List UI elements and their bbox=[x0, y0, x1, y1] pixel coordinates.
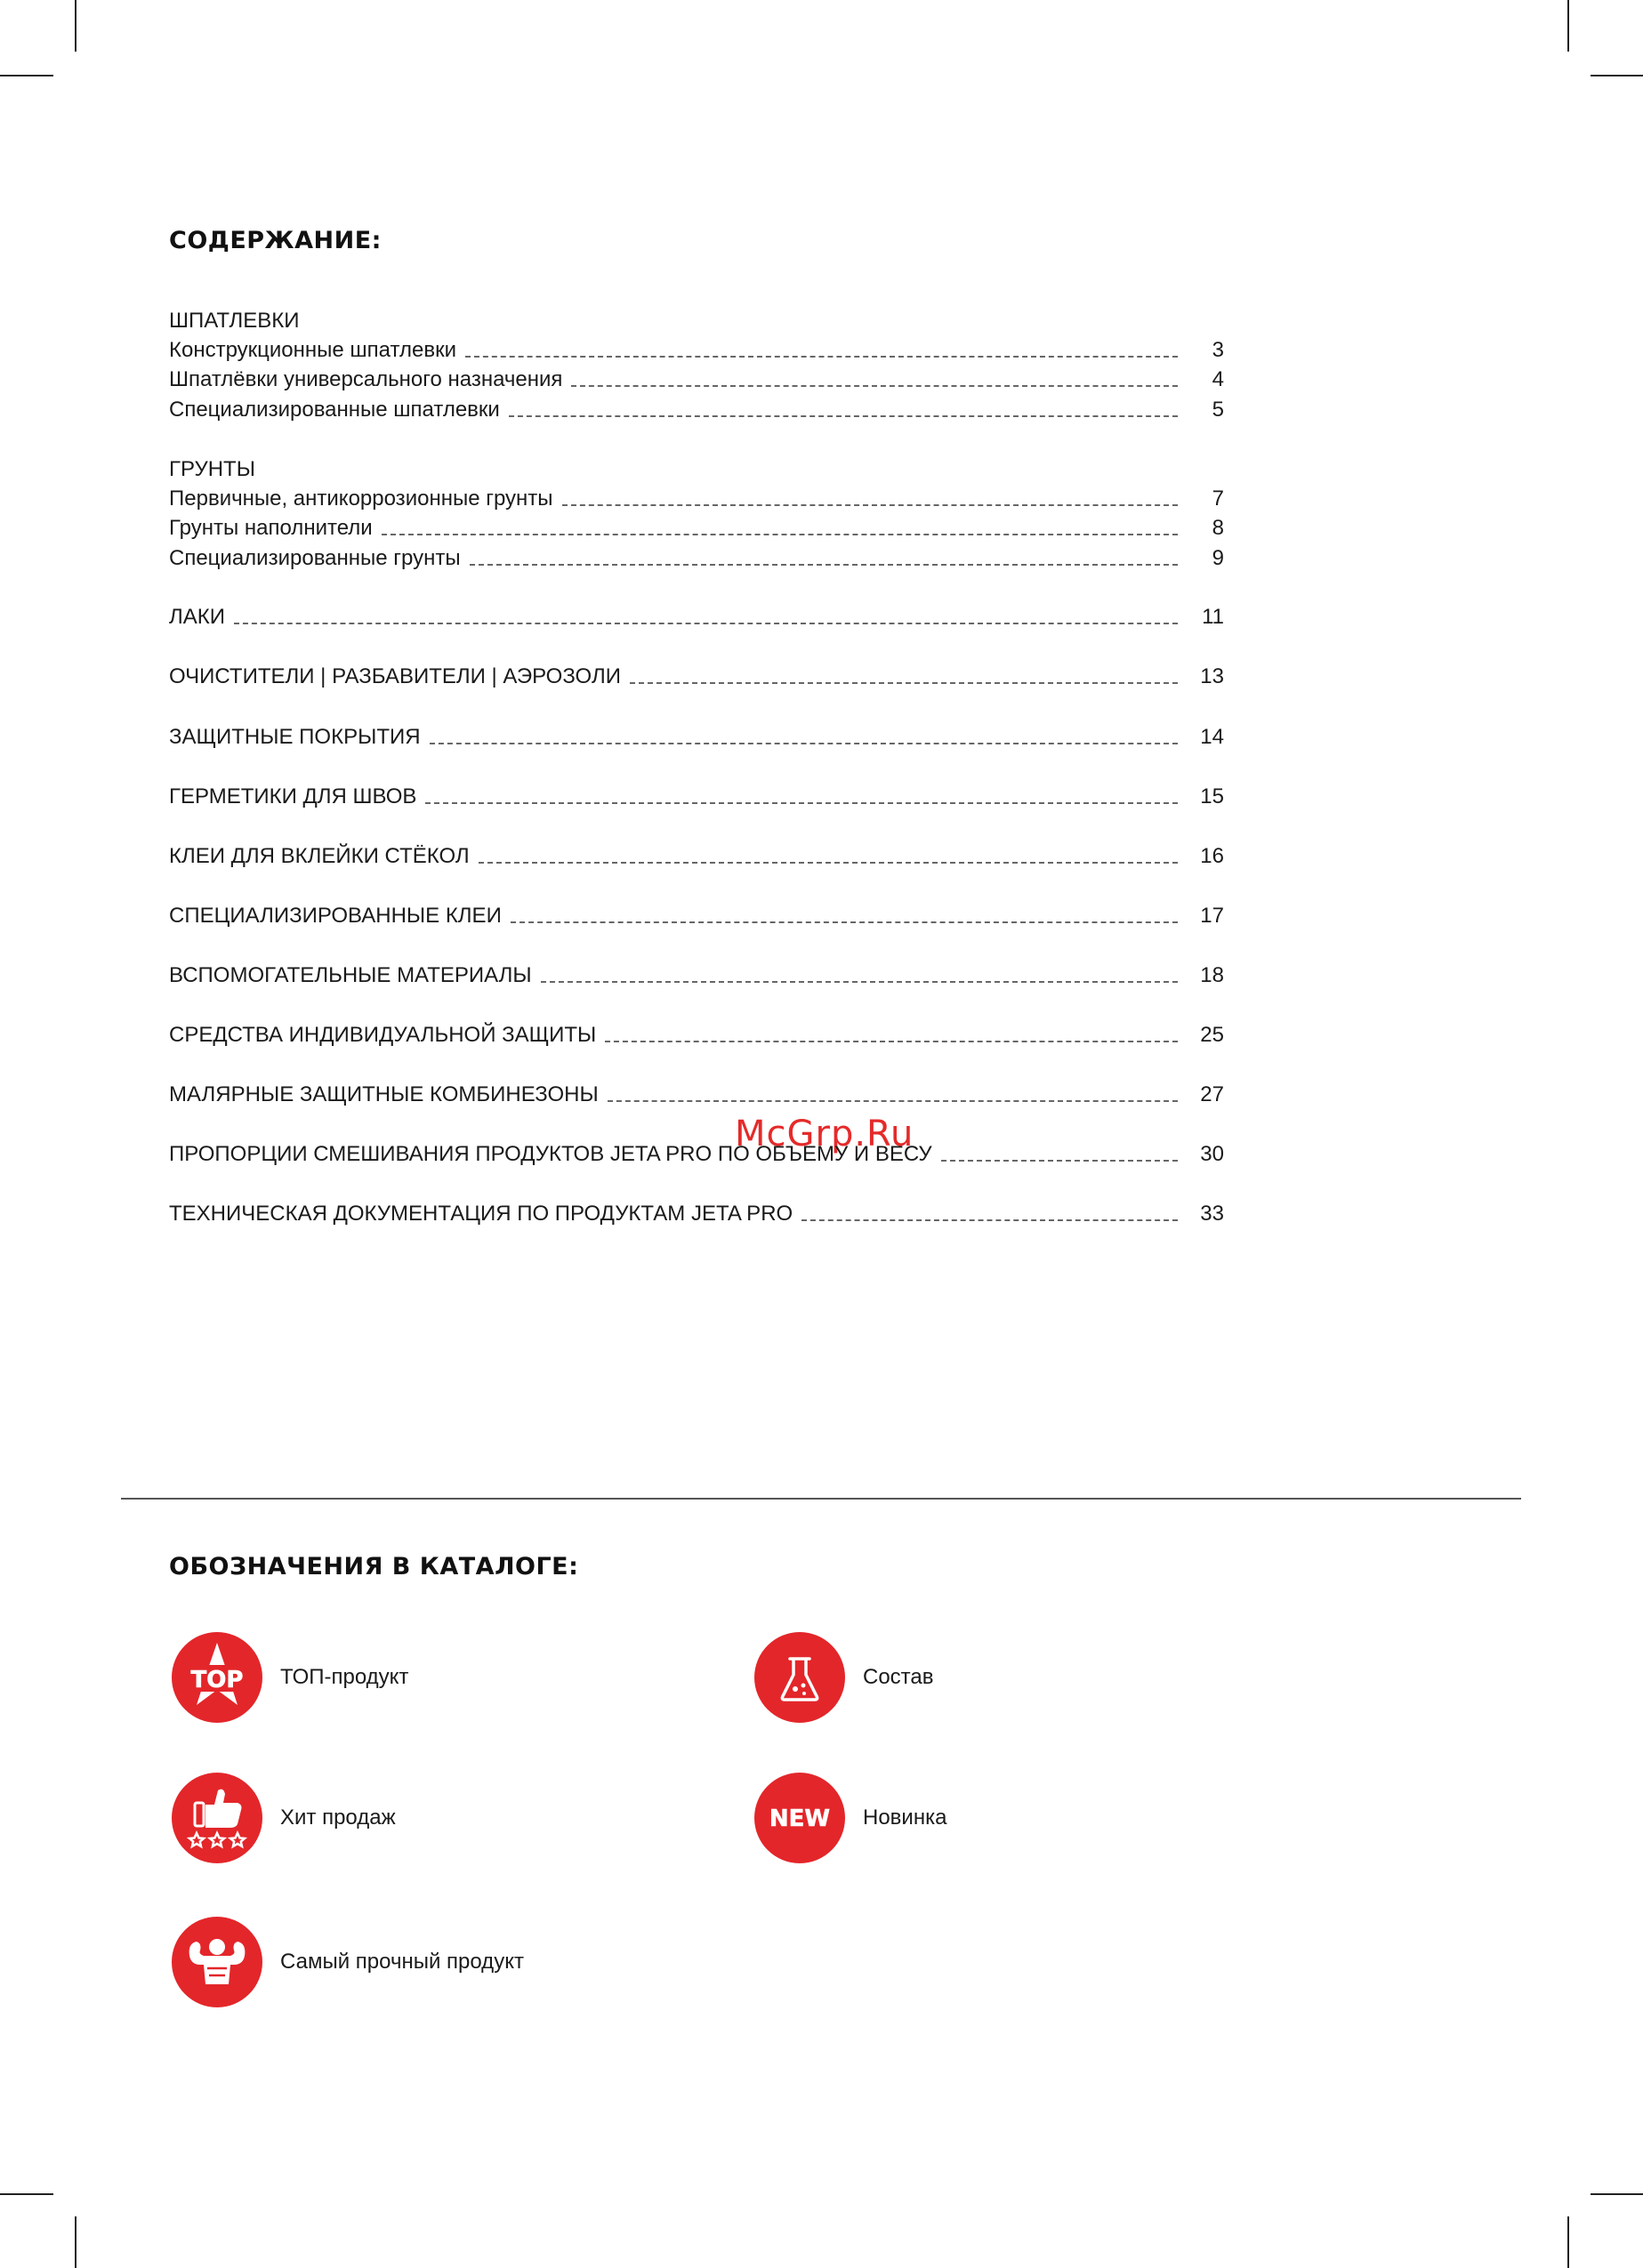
toc-leader-dashes bbox=[425, 802, 1178, 804]
legend-label-new: Новинка bbox=[863, 1806, 947, 1830]
toc-page-number: 15 bbox=[1200, 784, 1224, 808]
top-badge-text: TOP bbox=[190, 1667, 244, 1693]
legend-item-strong bbox=[172, 1917, 524, 2007]
toc-page-number: 17 bbox=[1200, 903, 1224, 928]
toc-entry-label: СРЕДСТВА ИНДИВИДУАЛЬНОЙ ЗАЩИТЫ bbox=[169, 1023, 597, 1048]
toc-entry-label: ГЕРМЕТИКИ ДЛЯ ШВОВ bbox=[169, 784, 417, 808]
toc-section-entry[interactable] bbox=[169, 663, 1224, 693]
new-badge-icon bbox=[754, 1773, 845, 1863]
legend-item-hit bbox=[172, 1773, 396, 1863]
toc-entry-label: КЛЕИ ДЛЯ ВКЛЕЙКИ СТЁКОЛ bbox=[169, 843, 470, 868]
toc-entry-label: Шпатлёвки универсального назначения bbox=[169, 367, 563, 392]
toc-section-entry[interactable] bbox=[169, 722, 1224, 752]
toc-page-number: 14 bbox=[1200, 724, 1224, 749]
legend-label-composition: Состав bbox=[863, 1665, 934, 1689]
legend-label-hit: Хит продаж bbox=[280, 1806, 396, 1830]
crop-mark-bottom-right-v bbox=[1567, 2216, 1569, 2268]
toc-entry-label: ПРОПОРЦИИ СМЕШИВАНИЯ ПРОДУКТОВ JETA PRO ПО ОБЪЕМУ И ВЕСУ bbox=[169, 1142, 932, 1167]
toc-leader-dashes bbox=[801, 1219, 1178, 1221]
toc-page-number: 27 bbox=[1200, 1082, 1224, 1107]
legend-label-strong: Самый прочный продукт bbox=[280, 1950, 524, 1974]
toc-leader-dashes bbox=[562, 504, 1178, 506]
toc-entry-label: СПЕЦИАЛИЗИРОВАННЫЕ КЛЕИ bbox=[169, 903, 502, 928]
toc-leader-dashes bbox=[465, 356, 1178, 358]
toc-leader-dashes bbox=[511, 921, 1178, 923]
toc-entry-label: Грунты наполнители bbox=[169, 516, 373, 541]
toc-section-entry[interactable] bbox=[169, 1080, 1224, 1110]
toc-page-number: 7 bbox=[1212, 486, 1224, 511]
toc-entry[interactable] bbox=[169, 366, 1224, 396]
toc-entry[interactable] bbox=[169, 484, 1224, 514]
toc-page-number: 13 bbox=[1200, 664, 1224, 689]
toc-page-number: 9 bbox=[1212, 545, 1224, 570]
toc-page-number: 16 bbox=[1200, 843, 1224, 868]
toc-entry[interactable] bbox=[169, 543, 1224, 574]
toc-page-number: 5 bbox=[1212, 397, 1224, 422]
toc-leader-dashes bbox=[571, 385, 1178, 387]
legend-heading: ОБОЗНАЧЕНИЯ В КАТАЛОГЕ: bbox=[169, 1553, 579, 1580]
watermark: McGrp.Ru bbox=[735, 1114, 914, 1154]
toc-leader-dashes bbox=[479, 862, 1178, 864]
toc-entry-label: Конструкционные шпатлевки bbox=[169, 337, 456, 362]
toc-leader-dashes bbox=[608, 1100, 1178, 1102]
crop-mark-bottom-left-v bbox=[75, 2216, 77, 2268]
toc-page-number: 11 bbox=[1202, 605, 1224, 630]
toc-entry-label: МАЛЯРНЫЕ ЗАЩИТНЫЕ КОМБИНЕЗОНЫ bbox=[169, 1082, 599, 1107]
toc-section-entry[interactable] bbox=[169, 603, 1224, 633]
toc-leader-dashes bbox=[541, 981, 1178, 983]
table-of-contents bbox=[169, 306, 1224, 1259]
toc-entry-label: ТЕХНИЧЕСКАЯ ДОКУМЕНТАЦИЯ ПО ПРОДУКТАМ JETA PRO bbox=[169, 1202, 793, 1226]
toc-group bbox=[169, 306, 1224, 425]
toc-leader-dashes bbox=[630, 682, 1178, 684]
toc-page-number: 30 bbox=[1200, 1142, 1224, 1167]
toc-group-title: ШПАТЛЕВКИ bbox=[169, 309, 300, 333]
thumbs-up-stars-icon bbox=[172, 1773, 262, 1863]
toc-entry-label: Специализированные грунты bbox=[169, 545, 461, 570]
toc-leader-dashes bbox=[430, 743, 1178, 744]
toc-entry-label: ВСПОМОГАТЕЛЬНЫЕ МАТЕРИАЛЫ bbox=[169, 962, 532, 987]
toc-leader-dashes bbox=[941, 1160, 1178, 1162]
new-badge-text: NEW bbox=[769, 1806, 831, 1832]
toc-entry-label: ОЧИСТИТЕЛИ | РАЗБАВИТЕЛИ | АЭРОЗОЛИ bbox=[169, 664, 621, 689]
toc-page-number: 4 bbox=[1212, 367, 1224, 392]
toc-leader-dashes bbox=[605, 1041, 1178, 1042]
toc-section-entry[interactable] bbox=[169, 1020, 1224, 1050]
toc-entry-label: ЗАЩИТНЫЕ ПОКРЫТИЯ bbox=[169, 724, 421, 749]
toc-section-entry[interactable] bbox=[169, 782, 1224, 812]
crop-mark-bottom-left-h bbox=[0, 2193, 53, 2195]
legend-item-composition bbox=[754, 1632, 934, 1723]
crop-mark-top-left-v bbox=[75, 0, 77, 52]
legend-item-top bbox=[172, 1632, 408, 1723]
toc-section-entry[interactable] bbox=[169, 961, 1224, 991]
top-star-icon bbox=[172, 1632, 262, 1723]
crop-mark-bottom-right-h bbox=[1591, 2193, 1643, 2195]
toc-section-entry[interactable] bbox=[169, 1200, 1224, 1230]
toc-leader-dashes bbox=[509, 415, 1178, 417]
flask-icon bbox=[754, 1632, 845, 1723]
toc-page-number: 33 bbox=[1200, 1202, 1224, 1226]
toc-section-entry[interactable] bbox=[169, 1139, 1224, 1170]
legend-label-top: ТОП-продукт bbox=[280, 1665, 409, 1689]
toc-section-entry[interactable] bbox=[169, 841, 1224, 872]
toc-leader-dashes bbox=[234, 623, 1178, 624]
toc-entry-label: Первичные, антикоррозионные грунты bbox=[169, 486, 553, 511]
toc-entry-label: Специализированные шпатлевки bbox=[169, 397, 500, 422]
toc-leader-dashes bbox=[382, 534, 1178, 535]
legend-item-new bbox=[754, 1773, 946, 1863]
crop-mark-top-right-h bbox=[1591, 75, 1643, 76]
toc-leader-dashes bbox=[470, 564, 1178, 566]
toc-entry[interactable] bbox=[169, 513, 1224, 543]
toc-group bbox=[169, 454, 1224, 574]
toc-entry-label: ЛАКИ bbox=[169, 605, 225, 630]
contents-heading: СОДЕРЖАНИЕ: bbox=[169, 227, 382, 254]
crop-mark-top-left-h bbox=[0, 75, 53, 76]
toc-page-number: 8 bbox=[1212, 516, 1224, 541]
toc-group-title: ГРУНТЫ bbox=[169, 456, 255, 481]
toc-entry[interactable] bbox=[169, 395, 1224, 425]
toc-page-number: 18 bbox=[1200, 962, 1224, 987]
toc-entry[interactable] bbox=[169, 335, 1224, 366]
crop-mark-top-right-v bbox=[1567, 0, 1569, 52]
toc-page-number: 3 bbox=[1212, 337, 1224, 362]
toc-section-entry[interactable] bbox=[169, 901, 1224, 931]
toc-page-number: 25 bbox=[1200, 1023, 1224, 1048]
section-divider bbox=[121, 1498, 1521, 1500]
strongman-icon bbox=[172, 1917, 262, 2007]
